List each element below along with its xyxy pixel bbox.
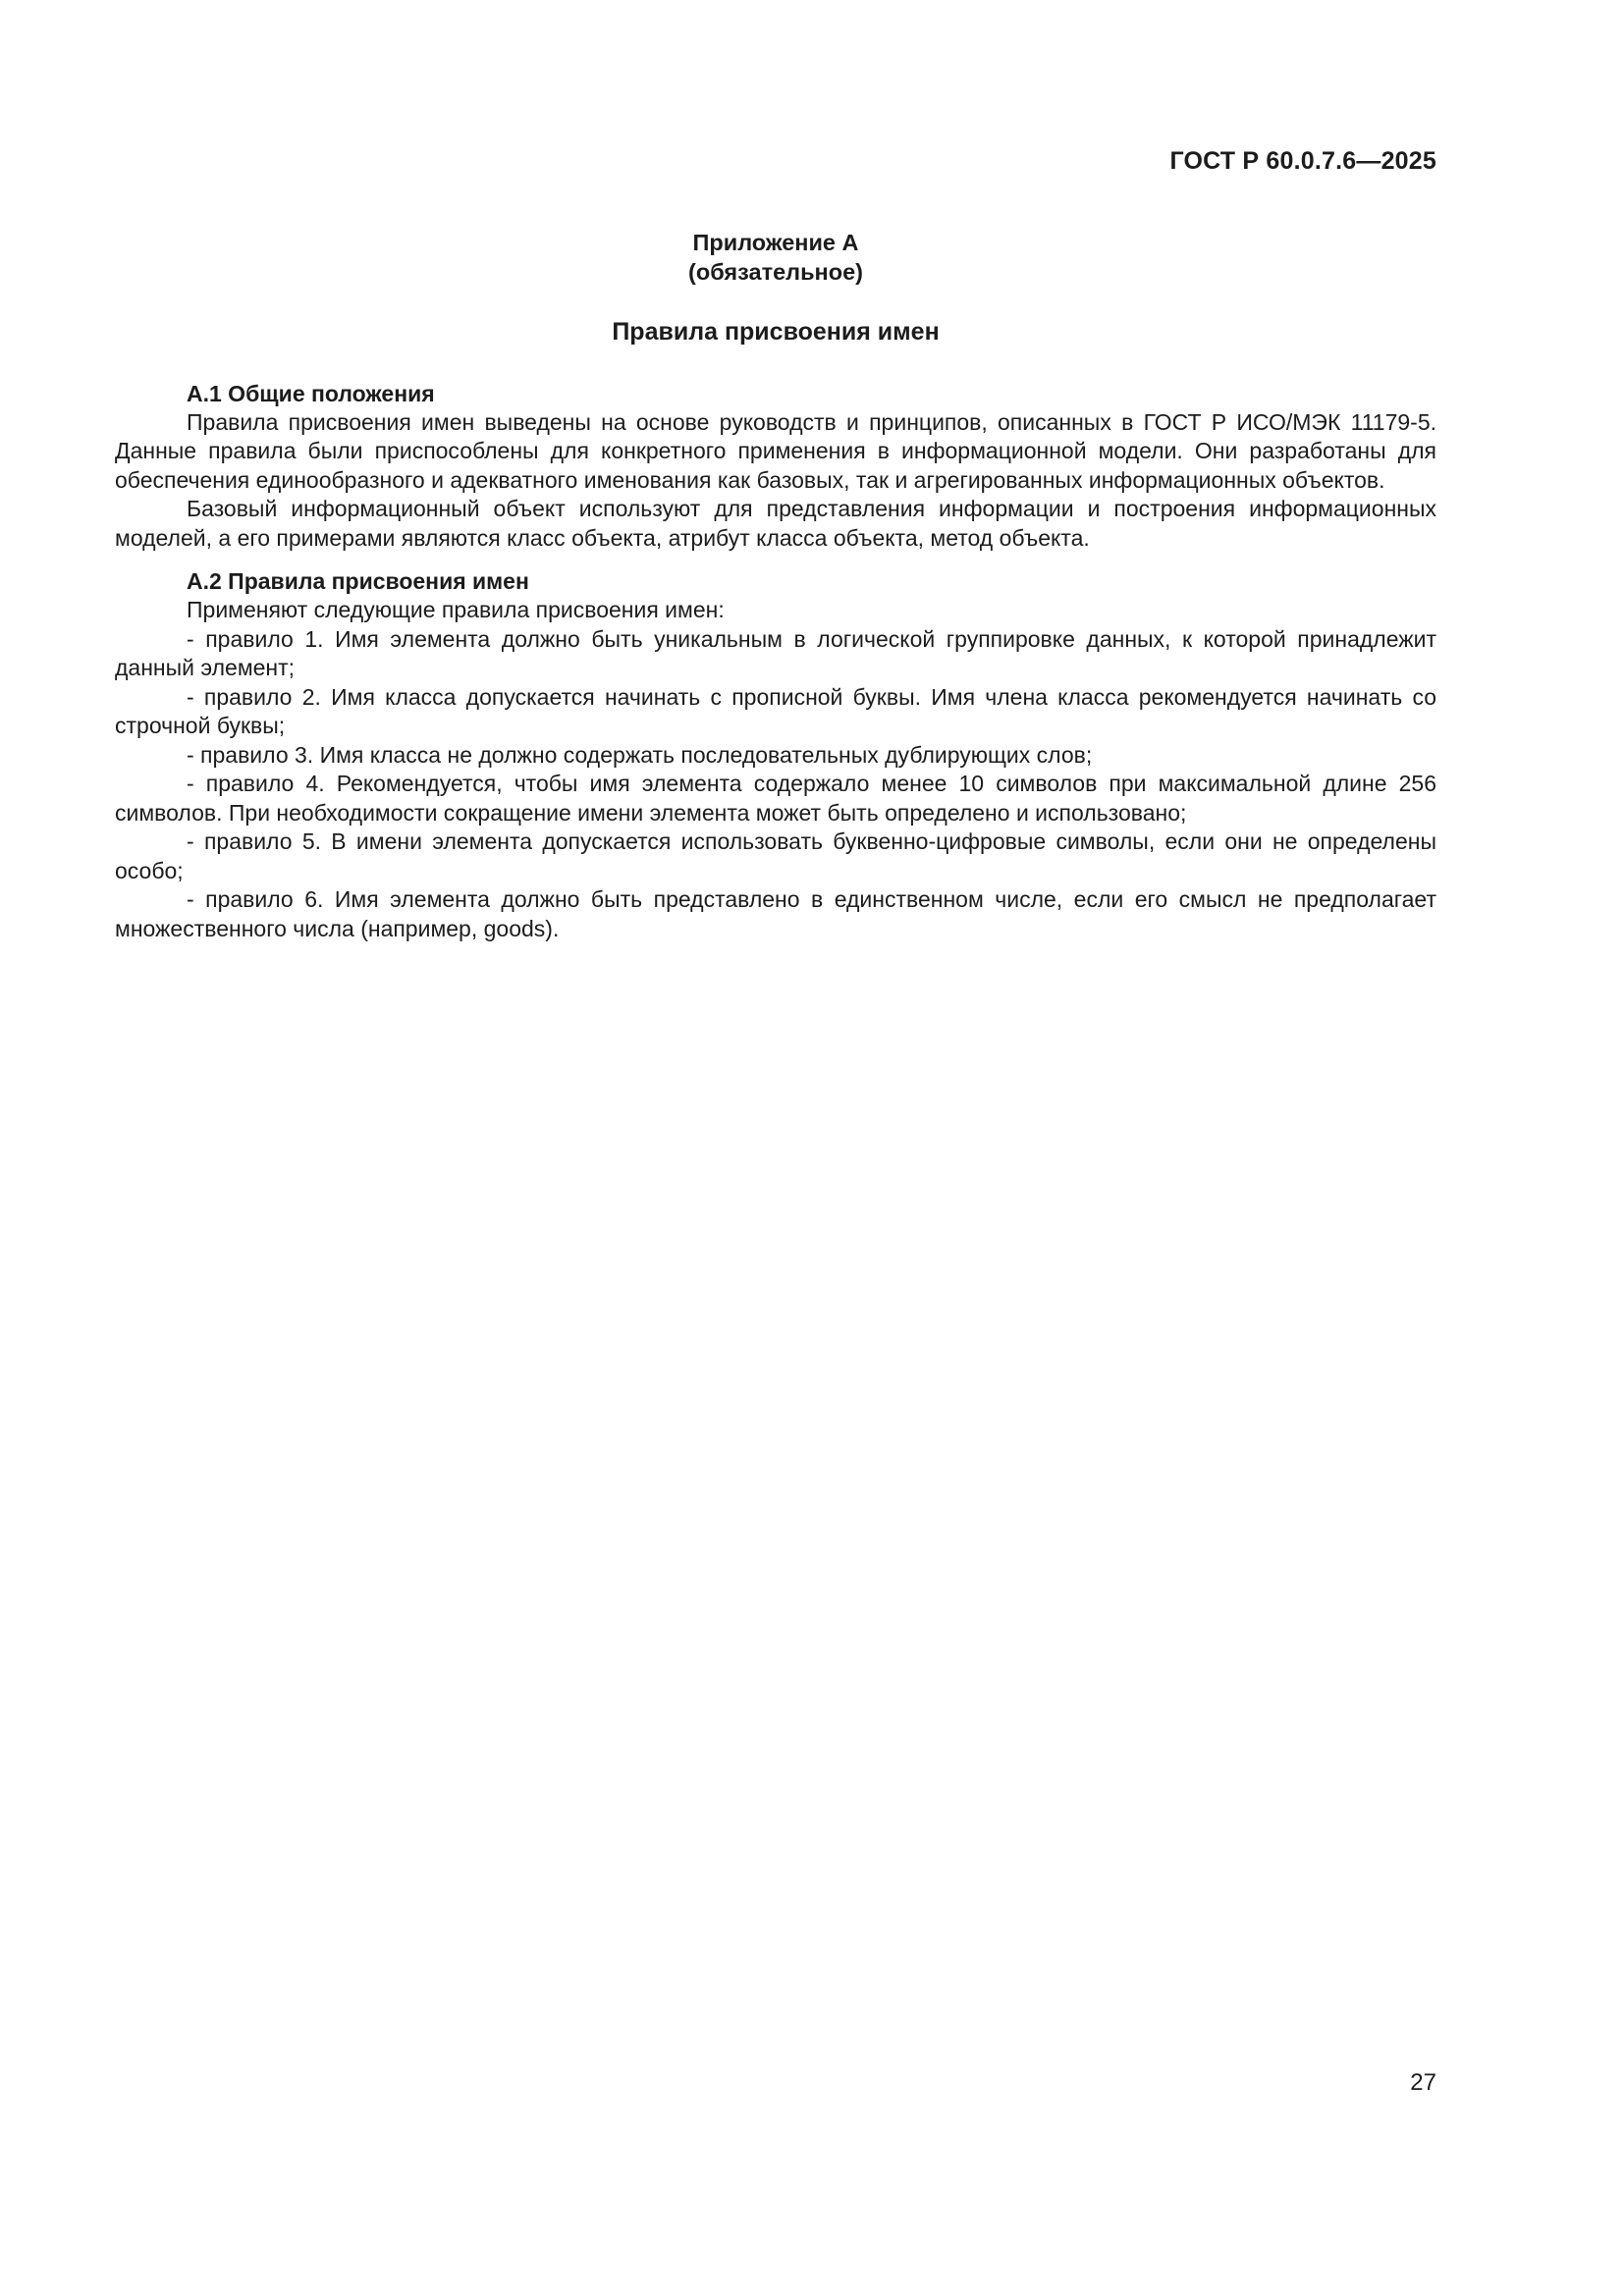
section-heading-a1: А.1 Общие положения bbox=[187, 380, 435, 406]
rule-item: - правило 3. Имя класса не должно содержать последовательных дублирующих слов; bbox=[187, 741, 1093, 768]
annex-label: Приложение А bbox=[692, 230, 859, 255]
annex-title: Правила присвоения имен bbox=[612, 318, 940, 346]
rule-item: - правило 2. Имя класса допускается начинать с прописной буквы. Имя члена класса рекомендуется начинать со строчной буквы; bbox=[115, 683, 1436, 738]
rule-item: - правило 5. В имени элемента допускается использовать буквенно-цифровые символы, если они не определены особо; bbox=[115, 828, 1436, 883]
rule-item: - правило 1. Имя элемента должно быть уникальным в логической группировке данных, к которой принадлежит данный элемент; bbox=[115, 625, 1436, 680]
page-number: 27 bbox=[1410, 2069, 1436, 2096]
annex-status: (обязательное) bbox=[688, 259, 863, 285]
document-body bbox=[115, 228, 1436, 943]
section-heading-a2: А.2 Правила присвоения имен bbox=[187, 568, 529, 594]
rule-item: - правило 6. Имя элемента должно быть представлено в единственном числе, если его смысл не предполагает множественного числа (например, goods). bbox=[115, 886, 1436, 941]
rule-item: - правило 4. Рекомендуется, чтобы имя элемента содержало менее 10 символов при максимальной длине 256 символов. При необходимости сокращение имени элемента может быть определено и использовано; bbox=[115, 771, 1436, 826]
standard-number-header: ГОСТ Р 60.0.7.6—2025 bbox=[1169, 147, 1436, 175]
paragraph: Правила присвоения имен выведены на основе руководств и принципов, описанных в ГОСТ Р ИСО/МЭК 11179-5. Данные правила были приспособлены для конкретного применения в информационной модели. Они разработаны для обеспечения единообразного и адекватного именования как базовых, так и агрегированных информационных объектов. bbox=[115, 408, 1436, 493]
paragraph: Базовый информационный объект используют для представления информации и построения информационных моделей, а его примерами являются класс объекта, атрибут класса объекта, метод объекта. bbox=[115, 496, 1436, 551]
rules-intro: Применяют следующие правила присвоения имен: bbox=[187, 597, 725, 622]
